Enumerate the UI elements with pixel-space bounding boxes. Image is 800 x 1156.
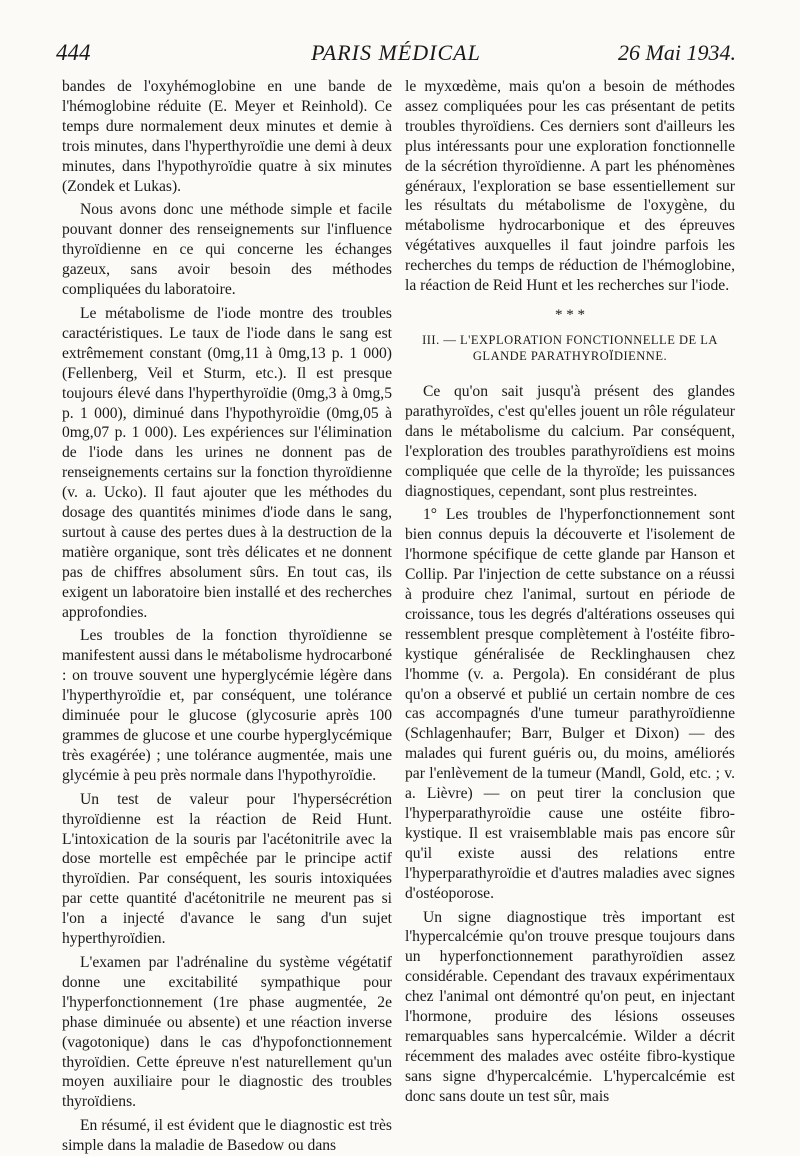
- paragraph: En résumé, il est évident que le diagnostic est très simple dans la maladie de Basedow ou dans: [62, 1117, 392, 1155]
- paragraph: Un signe diagnostique très important est l'hypercalcémie qu'on trouve presque toujours dans un hyperfonctionnement parathyroïdien assez considérable. Cependant des travaux expérimentaux chez l'animal ont démontré qu'on peut, en injectant l'hormone, produire des lésions osseuses remarquables sans hypercalcémie. Wilder a décrit récemment des malades avec ostéite fibro-kystique sans signe d'hypercalcémie. L'hypercalcémie est donc sans doute un test sûr, mais: [405, 908, 735, 1105]
- page-number: 444: [56, 40, 91, 65]
- section-separator: * * *: [555, 306, 585, 323]
- journal-title: PARIS MÉDICAL: [311, 40, 481, 65]
- paragraph: Un test de valeur pour l'hypersécrétion thyroïdienne est la réaction de Reid Hunt. L'intoxication de la souris par l'acétonitrile avec la dose mortelle est empêchée par le principe actif thyroïdien. Par conséquent, les souris intoxiquées par cette quantité d'acétonitrile ne meurent pas si l'on a injecté d'avance le sang d'un sujet hyperthyroïdien.: [62, 790, 392, 948]
- paragraph: Les troubles de la fonction thyroïdienne se manifestent aussi dans le métabolisme hydrocarboné : on trouve souvent une hyperglycémie légère dans l'hyperthyroïdie et, par conséquent, une tolérance diminuée pour le glucose (glycosurie après 100 grammes de glucose et une courbe hyperglycémique très exagérée) ; une tolérance augmentée, mais une glycémie à peu près normale dans l'hypothyroïdie.: [62, 627, 392, 784]
- right-column: [405, 77, 735, 1137]
- page-header: [56, 40, 736, 74]
- section-title: [405, 332, 735, 364]
- paragraph: Ce qu'on sait jusqu'à présent des glandes parathyroïdes, c'est qu'elles jouent un rôle régulateur dans le métabolisme du calcium. Par conséquent, l'exploration des troubles parathyroïdiens est moins compliquée que celle de la thyroïde; les puissances diagnostiques, cependant, sont plus restreintes.: [405, 382, 735, 500]
- paragraph: Nous avons donc une méthode simple et facile pouvant donner des renseignements sur l'influence thyroïdienne en ce qui concerne les échanges gazeux, sans avoir besoin des méthodes compliquées du laboratoire.: [62, 201, 392, 299]
- paragraph: le myxœdème, mais qu'on a besoin de méthodes assez compliquées pour les cas présentant de petits troubles thyroïdiens. Ces derniers sont d'ailleurs les plus intéressants pour une exploration fonctionnelle de la sécrétion thyroïdienne. A part les phénomènes généraux, l'exploration se base essentiellement sur les résultats du métabolisme de l'oxygène, du métabolisme hydrocarbonique et des épreuves végétatives auxquelles il faut joindre parfois les recherches du temps de réduction de l'hémoglobine, la réaction de Reid Hunt et les recherches sur l'iode.: [405, 78, 735, 295]
- paragraph: Le métabolisme de l'iode montre des troubles caractéristiques. Le taux de l'iode dans le sang est extrêmement constant (0mg,11 à 0mg,13 p. 1 000) (Fellenberg, Veil et Sturm, etc.). Il est presque toujours élevé dans l'hyperthyroïdie (0mg,3 à 0mg,5 p. 1 000), diminué dans l'hypothyroïdie (0mg,05 à 0mg,07 p. 1 000). Les expériences sur l'élimination de l'iode dans les urines ne donnent pas de renseignements certains sur la fonction thyroïdienne (v. a. Ucko). Il faut ajouter que les méthodes du dosage des quantités minimes d'iode dans le sang, surtout à cause des pertes dues à la destruction de la matière organique, sont très délicates et ne donnent pas de chiffres absolument sûrs. En tout cas, ils exigent un laboratoire bien installé et des recherches approfondies.: [62, 304, 392, 621]
- section-title-line: III. — L'EXPLORATION FONCTIONNELLE DE LA: [422, 332, 718, 347]
- paragraph: bandes de l'oxyhémoglobine en une bande de l'hémoglobine réduite (E. Meyer et Reinhold). Ce temps dure normalement deux minutes et demie à trois minutes, dans l'hyperthyroïdie une demi à deux minutes, dans l'hypothyroïdie quatre à six minutes (Zondek et Lukas).: [62, 78, 392, 195]
- paragraph: 1° Les troubles de l'hyperfonctionnement sont bien connus depuis la découverte et l'isolement de l'hormone spécifique de cette glande par Hanson et Collip. Par l'injection de cette substance on a réussi à produire chez l'animal, surtout en période de croissance, tous les degrés d'altérations osseuses qui ressemblent presque complètement à l'ostéite fibro-kystique généralisée de Recklinghausen chez l'homme (v. a. Pergola). En considérant de plus qu'on a observé et publié un certain nombre de ces cas accompagnés d'une tumeur parathyroïdienne (Schlagenhaufer; Barr, Bulger et Dixon) — des malades qui furent guéris ou, du moins, améliorés par l'enlèvement de la tumeur (Mandl, Gold, etc. ; v. a. Lièvre) — on peut tirer la conclusion que l'hyperparathyroïdie cause une ostéite fibro-kystique. Il est vraisemblable mais pas encore sûr qu'il existe aussi des relations entre l'hyperparathyroïdie et d'autres maladies avec signes d'ostéoporose.: [405, 506, 735, 902]
- issue-date: 26 Mai 1934.: [618, 40, 736, 65]
- left-column: [62, 77, 392, 1155]
- paragraph: L'examen par l'adrénaline du système végétatif donne une excitabilité sympathique pour l'hyperfonctionnement (1re phase augmentée, 2e phase diminuée ou absente) et une réaction inverse (vagotonique) dans le cas d'hypofonctionnement thyroïdien. Cette épreuve n'est naturellement qu'un moyen auxiliaire pour le diagnostic des troubles thyroïdiens.: [62, 953, 392, 1111]
- section-title-line: GLANDE PARATHYROÏDIENNE.: [472, 348, 668, 363]
